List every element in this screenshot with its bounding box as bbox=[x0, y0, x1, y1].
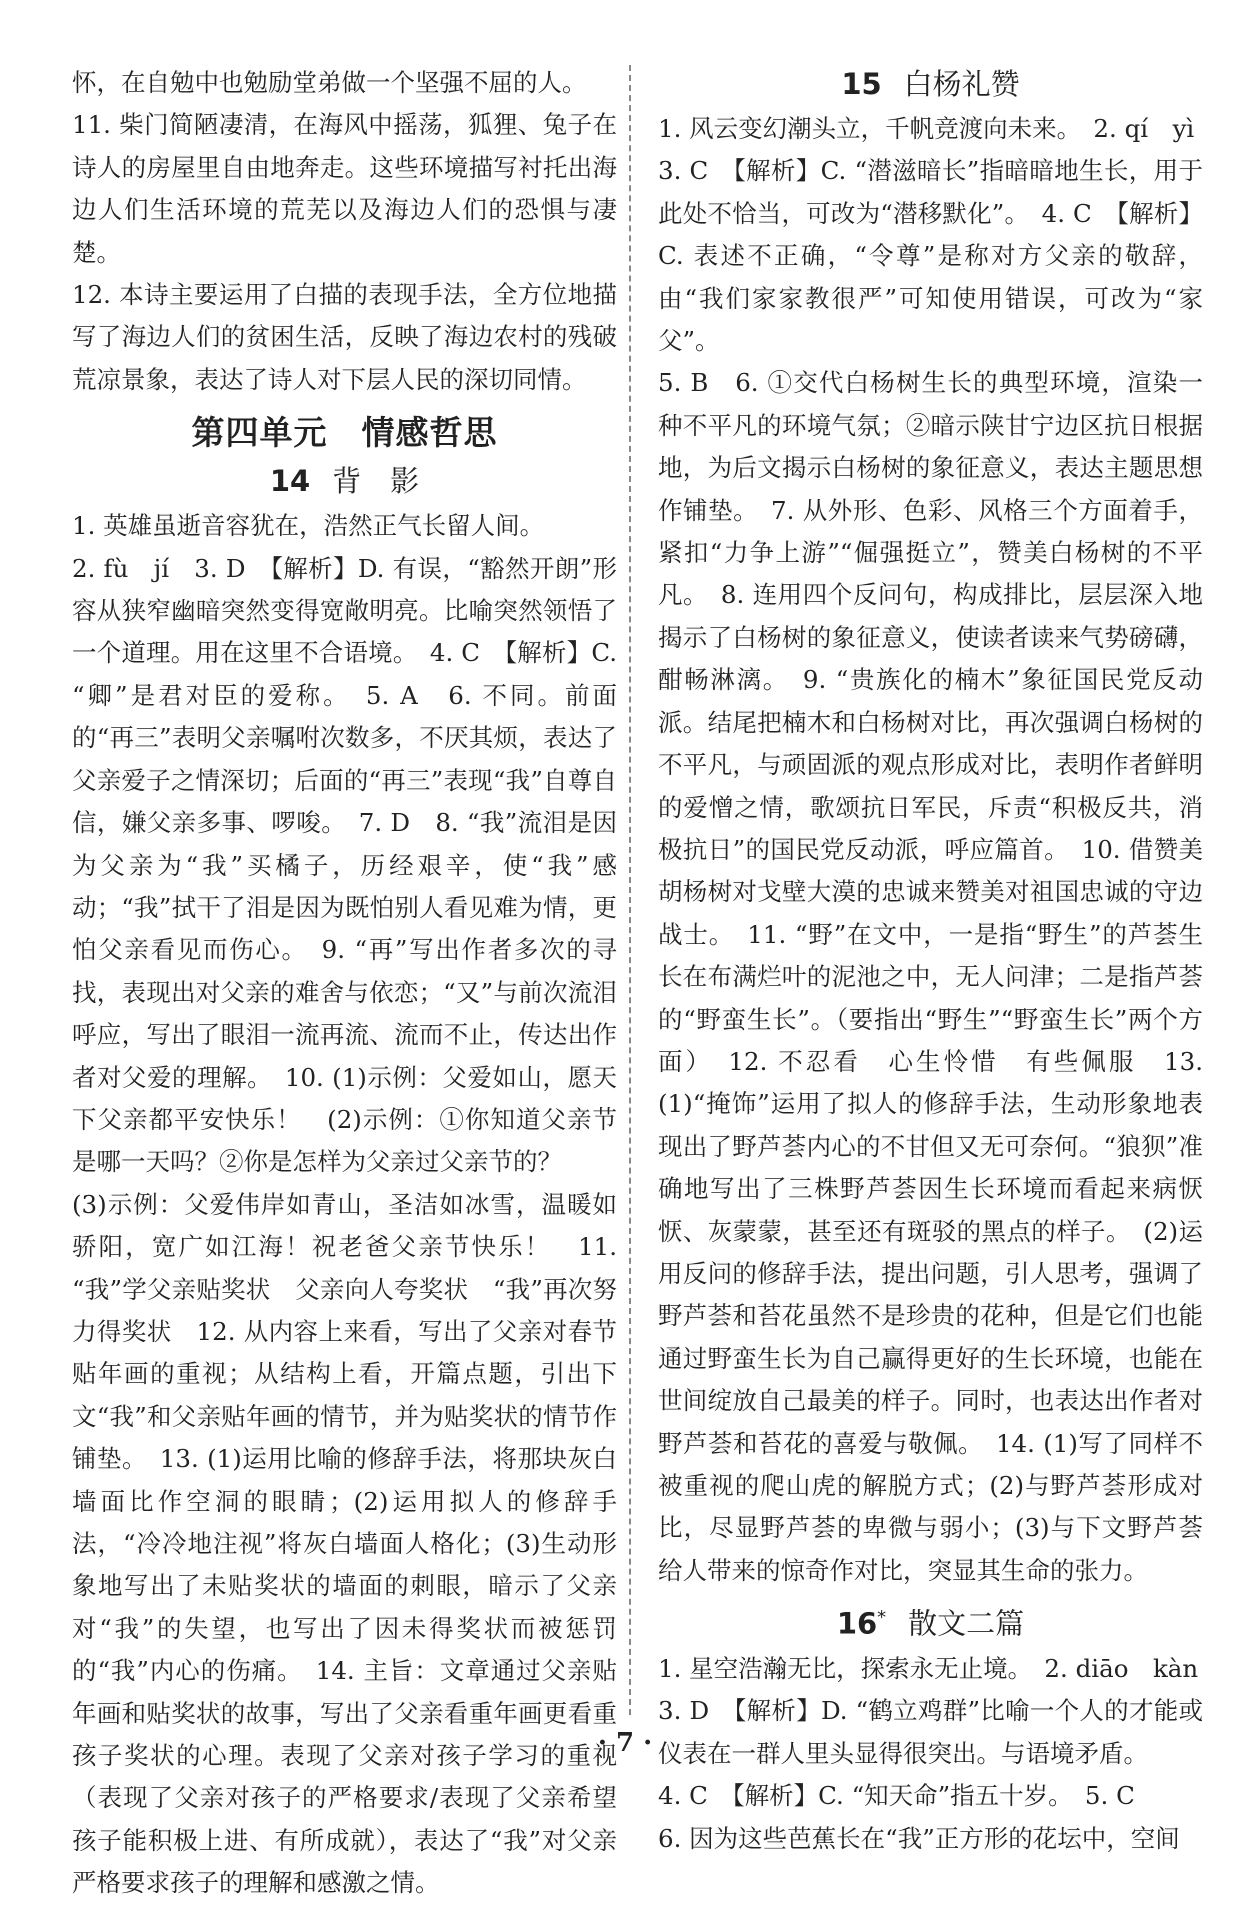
lesson-number: 14 bbox=[269, 464, 311, 499]
page-number: · 7 · bbox=[597, 1728, 653, 1758]
paragraph: 4. C 【解析】C. “知天命”指五十岁。 5. C bbox=[658, 1781, 1135, 1811]
paragraph: 6. 因为这些芭蕉长在“我”正方形的花坛中，空间 bbox=[658, 1823, 1180, 1853]
right-column bbox=[658, 62, 1203, 1860]
unit-heading: 第四单元 情感哲思 bbox=[191, 413, 498, 453]
lesson-title: 散文二篇 bbox=[908, 1606, 1025, 1641]
lesson-heading-16 bbox=[658, 1596, 1203, 1646]
paragraph: 怀，在自勉中也勉励堂弟做一个坚强不屈的人。 bbox=[72, 68, 587, 97]
column-divider bbox=[629, 65, 631, 1715]
lesson-title: 白杨礼赞 bbox=[903, 67, 1020, 101]
paragraph: 1. 风云变幻潮头立，千帆竞渡向未来。 2. qí yì bbox=[658, 114, 1195, 143]
paragraph: 3. C 【解析】C. “潜滋暗长”指暗暗地生长，用于此处不恰当，可改为“潜移默化”。 4. C 【解析】C. 表述不正确，“令尊”是称对方父亲的敬辞，由“我们家家教很严”可知使用错误，可改为“家父”。 bbox=[658, 156, 1203, 356]
paragraph: 2. fù jí 3. D 【解析】D. 有误，“豁然开朗”形容从狭窄幽暗突然变得宽敞明亮。比喻突然领悟了一个道理。用在这里不合语境。 4. C 【解析】C. “卿”是君对臣的爱称。 5. A 6. 不同。前面的“再三”表明父亲嘱咐次数多，不厌其烦，表达了父亲爱子之情深切；后面的“再三”表现“我”自尊自信，嫌父亲多事、啰唆。 7. D 8. “我”流泪是因为父亲为“我”买橘子，历经艰辛，使“我”感动；“我”拭干了泪是因为既怕别人看见难为情，更怕父亲看见而伤心。 9. “再”写出作者多次的寻找，表现出对父亲的难舍与依恋；“又”与前次流泪呼应，写出了眼泪一流再流、流而不止，传达出作者对父爱的理解。 10. (1)示例：父爱如山，愿天下父亲都平安快乐！ (2)示例：①你知道父亲节是哪一天吗？②你是怎样为父亲过父亲节的？ bbox=[72, 553, 617, 1177]
paragraph: (3)示例：父爱伟岸如青山，圣洁如冰雪，温暖如骄阳，宽广如江海！祝老爸父亲节快乐！ 11. “我”学父亲贴奖状 父亲向人夸奖状 “我”再次努力得奖状 12. 从内容上来看，写出了父亲对春节贴年画的重视；从结构上看，开篇点题，引出下文“我”和父亲贴年画的情节，并为贴奖状的情节作铺垫。 13. (1)运用比喻的修辞手法，将那块灰白墙面比作空洞的眼睛；(2)运用拟人的修辞手法，“冷冷地注视”将灰白墙面人格化；(3)生动形象地写出了未贴奖状的墙面的刺眼，暗示了父亲对“我”的失望，也写出了因未得奖状而被惩罚的“我”内心的伤痛。 14. 主旨：文章通过父亲贴年画和贴奖状的故事，写出了父亲看重年画更看重孩子奖状的心理。表现了父亲对孩子学习的重视（表现了父亲对孩子的严格要求/表现了父亲希望孩子能积极上进、有所成就），表达了“我”对父亲严格要求孩子的理解和感激之情。 bbox=[72, 1189, 617, 1898]
lesson-heading-15 bbox=[658, 62, 1203, 106]
lesson-heading-14 bbox=[72, 459, 617, 503]
paragraph: 5. B 6. ①交代白杨树生长的典型环境，渲染一种不平凡的环境气氛；②暗示陕甘宁边区抗日根据地，为后文揭示白杨树的象征意义，表达主题思想作铺垫。 7. 从外形、色彩、风格三个方面着手，紧扣“力争上游”“倔强挺立”，赞美白杨树的不平凡。 8. 连用四个反问句，构成排比，层层深入地揭示了白杨树的象征意义，使读者读来气势磅礴，酣畅淋漓。 9. “贵族化的楠木”象征国民党反动派。结尾把楠木和白杨树对比，再次强调白杨树的不平凡，与顽固派的观点形成对比，表明作者鲜明的爱憎之情，歌颂抗日军民，斥责“积极反共，消极抗日”的国民党反动派，呼应篇首。 10. 借赞美胡杨树对戈壁大漠的忠诚来赞美对祖国忠诚的守边战士。 11. “野”在文中，一是指“野生”的芦荟生长在布满烂叶的泥池之中，无人问津；二是指芦荟的“野蛮生长”。（要指出“野生”“野蛮生长”两个方面） 12. 不忍看 心生怜惜 有些佩服 13. (1)“掩饰”运用了拟人的修辞手法，生动形象地表现出了野芦荟内心的不甘但又无可奈何。“狼狈”准确地写出了三株野芦荟因生长环境而看起来病恹恹、灰蒙蒙，甚至还有斑驳的黑点的样子。 (2)运用反问的修辞手法，提出问题，引人思考，强调了野芦荟和苔花虽然不是珍贵的花种，但是它们也能通过野蛮生长为自己赢得更好的生长环境，也能在世间绽放自己最美的样子。同时，也表达出作者对野芦荟和苔花的喜爱与敬佩。 14. (1)写了同样不被重视的爬山虎的解脱方式；(2)与野芦荟形成对比，尽显野芦荟的卑微与弱小；(3)与下文野芦荟给人带来的惊奇作对比，突显其生命的张力。 bbox=[658, 368, 1203, 1585]
lesson-number: 16 bbox=[836, 1606, 878, 1641]
paragraph: 11. 柴门简陋凄清，在海风中摇荡，狐狸、兔子在诗人的房屋里自由地奔走。这些环境描写衬托出海边人们生活环境的荒芜以及海边人们的恐惧与凄楚。 bbox=[72, 110, 617, 267]
lesson-number: 15 bbox=[841, 67, 882, 101]
paragraph: 12. 本诗主要运用了白描的表现手法，全方位地描写了海边人们的贫困生活，反映了海边农村的残破荒凉景象，表达了诗人对下层人民的深切同情。 bbox=[72, 280, 617, 394]
left-column bbox=[72, 62, 617, 1905]
optional-star: * bbox=[877, 1607, 887, 1629]
paragraph: 3. D 【解析】D. “鹤立鸡群”比喻一个人的才能或仪表在一群人里头显得很突出。与语境矛盾。 bbox=[658, 1696, 1203, 1768]
paragraph: 1. 英雄虽逝音容犹在，浩然正气长留人间。 bbox=[72, 511, 545, 541]
paragraph: 1. 星空浩瀚无比，探索永无止境。 2. diāo kàn bbox=[658, 1653, 1199, 1683]
lesson-title: 背 影 bbox=[332, 464, 420, 499]
